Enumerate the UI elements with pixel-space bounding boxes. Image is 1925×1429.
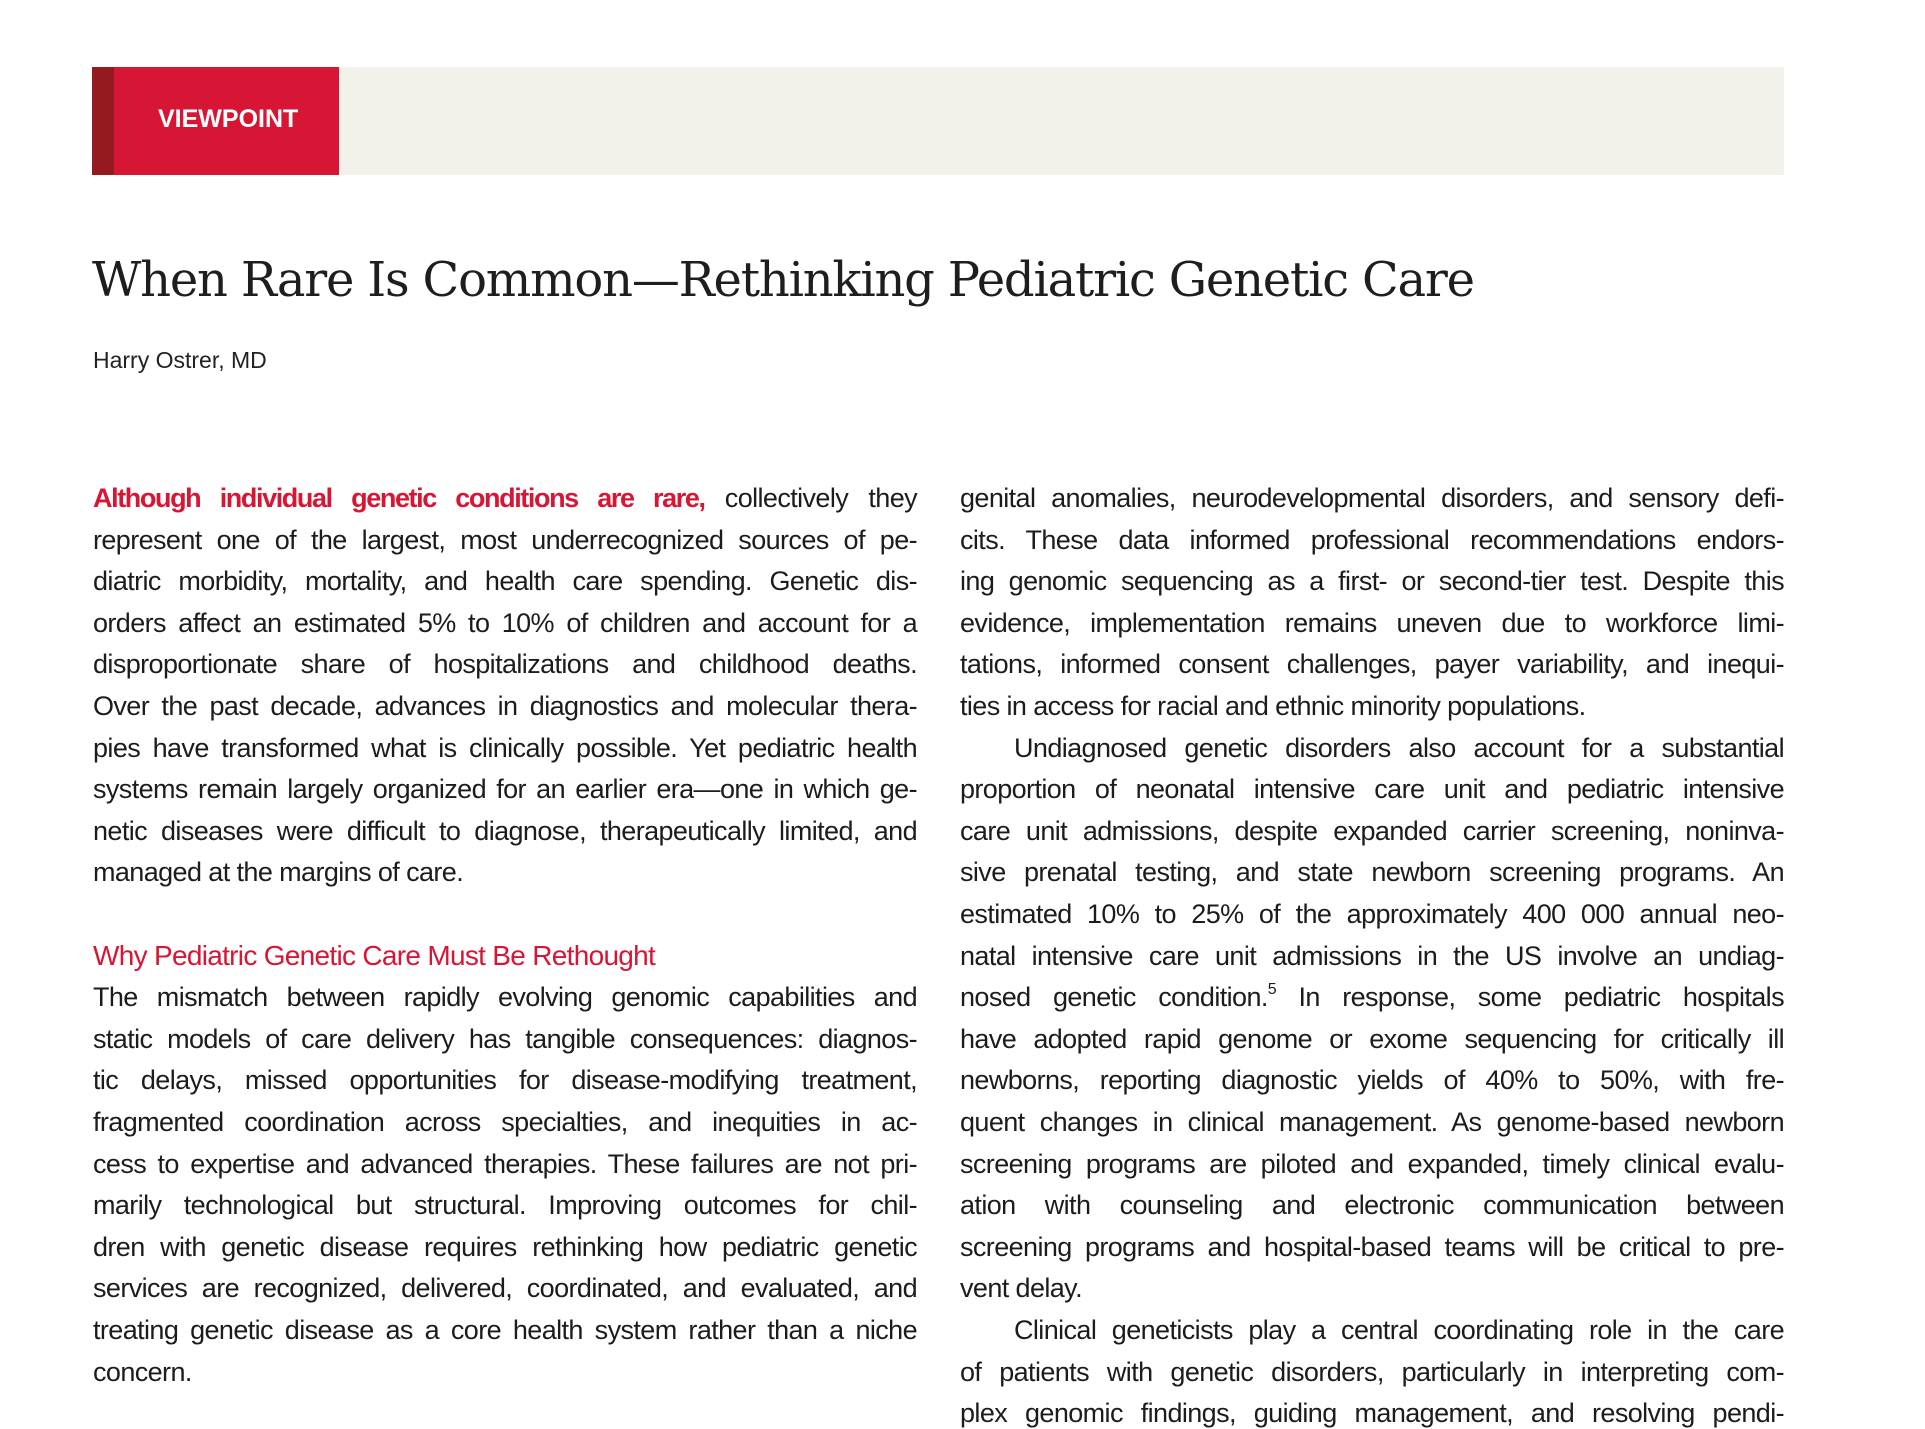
intro-first-line-rest: collectively they bbox=[704, 483, 918, 513]
body-text-line: fragmented coordination across specialties, and inequities in ac- bbox=[93, 1107, 917, 1137]
body-text-line: have adopted rapid genome or exome sequencing for critically ill bbox=[960, 1023, 1784, 1054]
body-text-line: proportion of neonatal intensive care unit and pediatric intensive bbox=[960, 774, 1784, 805]
body-text-line: concern. bbox=[93, 1356, 192, 1387]
body-text-line: of patients with genetic disorders, particularly in interpreting com- bbox=[960, 1356, 1784, 1387]
viewpoint-label: VIEWPOINT bbox=[158, 105, 299, 133]
article-author: Harry Ostrer, MD bbox=[93, 347, 267, 373]
section-heading: Why Pediatric Genetic Care Must Be Rethought bbox=[93, 939, 656, 971]
body-text-line: care unit admissions, despite expanded carrier screening, noninva- bbox=[960, 815, 1784, 846]
body-text-line: Clinical geneticists play a central coordinating role in the care bbox=[1014, 1315, 1784, 1345]
body-text-line: marily technological but structural. Improving outcomes for chil- bbox=[93, 1190, 917, 1221]
body-text-line: tations, informed consent challenges, payer variability, and inequi- bbox=[960, 649, 1784, 680]
body-text-line: plex genomic findings, guiding management, and resolving pendi- bbox=[960, 1398, 1784, 1429]
body-text-line: orders affect an estimated 5% to 10% of children and account for a bbox=[93, 607, 917, 638]
body-text-line: cits. These data informed professional recommendations endors- bbox=[960, 524, 1784, 555]
body-text-line: static models of care delivery has tangible consequences: diagnos- bbox=[93, 1023, 917, 1054]
body-text-line: ties in access for racial and ethnic minority populations. bbox=[960, 691, 1586, 721]
body-text-line: evidence, implementation remains uneven due to workforce limi- bbox=[960, 607, 1784, 638]
body-text-line: sive prenatal testing, and state newborn screening programs. An bbox=[960, 857, 1784, 888]
body-text-line: services are recognized, delivered, coordinated, and evaluated, and bbox=[93, 1273, 917, 1304]
body-text-line: ation with counseling and electronic communication between bbox=[960, 1190, 1784, 1221]
article-title: When Rare Is Common—Rethinking Pediatric Genetic Care bbox=[92, 252, 1474, 308]
body-text-line: represent one of the largest, most underrecognized sources of pe- bbox=[93, 524, 917, 555]
reference-superscript[interactable]: 5 bbox=[1267, 981, 1277, 999]
body-text-line: newborns, reporting diagnostic yields of 40% to 50%, with fre- bbox=[960, 1065, 1784, 1096]
body-text-line: diatric morbidity, mortality, and health care spending. Genetic dis- bbox=[93, 566, 917, 597]
ref-line-end: In response, some pediatric hospitals bbox=[1276, 982, 1784, 1013]
body-text-line: Over the past decade, advances in diagnostics and molecular thera- bbox=[93, 691, 917, 721]
body-text-line: quent changes in clinical management. As genome-based newborn bbox=[960, 1107, 1784, 1137]
body-text-line: vent delay. bbox=[960, 1273, 1082, 1304]
body-text-line: natal intensive care unit admissions in the US involve an undiag- bbox=[960, 940, 1784, 971]
body-text-line: screening programs are piloted and expanded, timely clinical evalu- bbox=[960, 1148, 1784, 1179]
body-text-line: The mismatch between rapidly evolving genomic capabilities and bbox=[93, 982, 917, 1013]
body-text-line: systems remain largely organized for an earlier era—one in which ge- bbox=[93, 774, 917, 805]
body-text-line: screening programs and hospital-based teams will be critical to pre- bbox=[960, 1231, 1784, 1262]
body-text-line: managed at the margins of care. bbox=[93, 857, 464, 888]
body-text-line: ing genomic sequencing as a first- or second-tier test. Despite this bbox=[960, 566, 1784, 597]
lead-in-text: Although individual genetic conditions are rare, bbox=[93, 483, 705, 513]
body-text-line: disproportionate share of hospitalizations and childhood deaths. bbox=[93, 649, 917, 680]
body-text-line: pies have transformed what is clinically possible. Yet pediatric health bbox=[93, 732, 917, 763]
viewpoint-badge bbox=[114, 67, 339, 175]
section-banner bbox=[92, 67, 1784, 175]
body-text-line: cess to expertise and advanced therapies. These failures are not pri- bbox=[93, 1148, 917, 1179]
body-text-line: dren with genetic disease requires rethinking how pediatric genetic bbox=[93, 1231, 917, 1262]
body-text-line: netic diseases were difficult to diagnose, therapeutically limited, and bbox=[93, 815, 917, 846]
body-text-line: genital anomalies, neurodevelopmental disorders, and sensory defi- bbox=[960, 483, 1784, 513]
body-text-line: treating genetic disease as a core health system rather than a niche bbox=[93, 1315, 917, 1345]
banner-accent-strip bbox=[92, 67, 114, 175]
intro-first-line bbox=[93, 482, 917, 514]
reference-line bbox=[960, 981, 1784, 1013]
body-text-line: Undiagnosed genetic disorders also account for a substantial bbox=[1014, 732, 1784, 763]
ref-line-start: nosed genetic condition. bbox=[960, 982, 1268, 1013]
body-text-line: tic delays, missed opportunities for disease-modifying treatment, bbox=[93, 1065, 917, 1096]
body-text-line: estimated 10% to 25% of the approximately 400 000 annual neo- bbox=[960, 899, 1784, 929]
